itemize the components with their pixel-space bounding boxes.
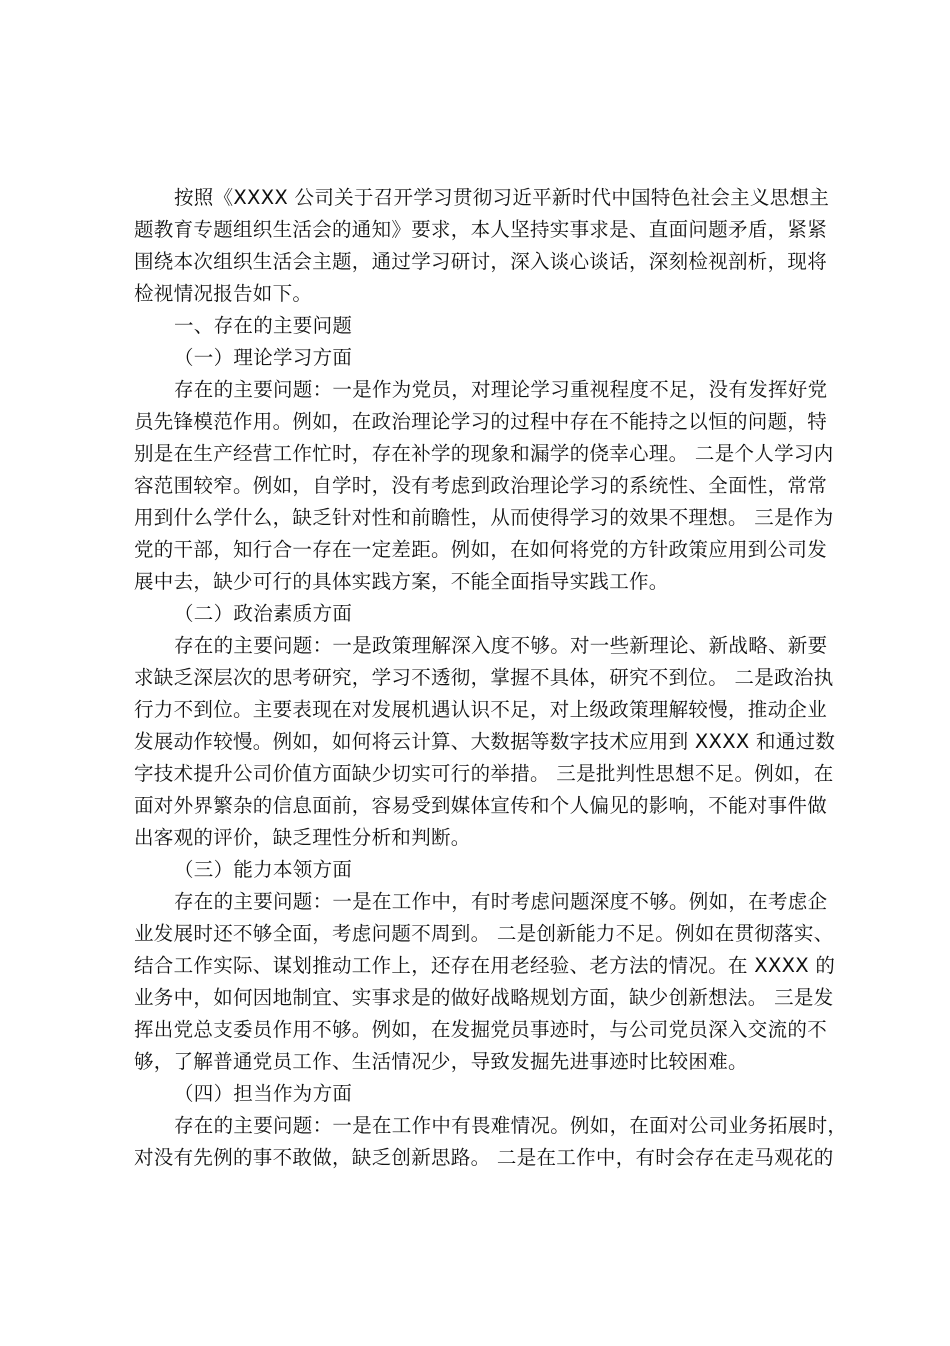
text-line: 党的干部，知行合一存在一定差距。例如，在如何将党的方针政策应用到公司发 xyxy=(134,538,828,561)
text-line: 展中去，缺少可行的具体实践方案，不能全面指导实践工作。 xyxy=(134,570,669,593)
text-line: 业发展时还不够全面，考虑问题不周到。 二是创新能力不足。例如在贯彻落实、 xyxy=(134,922,834,945)
text-line: 检视情况报告如下。 xyxy=(134,282,313,305)
text-line: （三）能力本领方面 xyxy=(174,858,353,881)
text-line: 员先锋模范作用。例如，在政治理论学习的过程中存在不能持之以恒的问题，特 xyxy=(134,410,828,433)
text-line: 存在的主要问题：一是在工作中有畏难情况。例如，在面对公司业务拓展时， xyxy=(174,1114,848,1137)
text-line: 容范围较窄。例如，自学时，没有考虑到政治理论学习的系统性、全面性，常常 xyxy=(134,474,828,497)
text-line: （四）担当作为方面 xyxy=(174,1082,353,1105)
text-line: 出客观的评价，缺乏理性分析和判断。 xyxy=(134,826,471,849)
text-line: 挥出党总支委员作用不够。例如，在发掘党员事迹时，与公司党员深入交流的不 xyxy=(134,1018,828,1041)
text-line: （二）政治素质方面 xyxy=(174,602,353,625)
text-line: 围绕本次组织生活会主题，通过学习研讨，深入谈心谈话，深刻检视剖析，现将 xyxy=(134,250,828,273)
text-line: （一）理论学习方面 xyxy=(174,346,353,369)
text-line: 存在的主要问题：一是政策理解深入度不够。对一些新理论、新战略、新要 xyxy=(174,634,828,657)
text-line: 题教育专题组织生活会的通知》要求，本人坚持实事求是、直面问题矛盾，紧紧 xyxy=(134,218,828,241)
text-line: 一、存在的主要问题 xyxy=(174,314,353,337)
text-line: 字技术提升公司价值方面缺少切实可行的举措。 三是批判性思想不足。例如，在 xyxy=(134,762,834,785)
document-body xyxy=(134,182,848,1174)
text-line: 存在的主要问题：一是作为党员，对理论学习重视程度不足，没有发挥好党 xyxy=(174,378,828,401)
text-line: 面对外界繁杂的信息面前，容易受到媒体宣传和个人偏见的影响，不能对事件做 xyxy=(134,794,828,817)
text-line: 用到什么学什么，缺乏针对性和前瞻性，从而使得学习的效果不理想。 三是作为 xyxy=(134,506,834,529)
text-line: 存在的主要问题：一是在工作中，有时考虑问题深度不够。例如，在考虑企 xyxy=(174,890,828,913)
text-line: 发展动作较慢。例如，如何将云计算、大数据等数字技术应用到 XXXX 和通过数 xyxy=(134,730,836,753)
text-line: 够，了解普通党员工作、生活情况少，导致发掘先进事迹时比较困难。 xyxy=(134,1050,748,1073)
text-line: 别是在生产经营工作忙时，存在补学的现象和漏学的侥幸心理。 二是个人学习内 xyxy=(134,442,834,465)
text-line: 对没有先例的事不敢做，缺乏创新思路。 二是在工作中，有时会存在走马观花的 xyxy=(134,1146,834,1169)
text-line: 按照《XXXX 公司关于召开学习贯彻习近平新时代中国特色社会主义思想主 xyxy=(174,186,830,209)
text-line: 业务中，如何因地制宜、实事求是的做好战略规划方面，缺少创新想法。 三是发 xyxy=(134,986,834,1009)
text-line: 结合工作实际、谋划推动工作上，还存在用老经验、老方法的情况。在 XXXX 的 xyxy=(134,954,836,977)
text-line: 求缺乏深层次的思考研究，学习不透彻，掌握不具体，研究不到位。 二是政治执 xyxy=(134,666,834,689)
text-line: 行力不到位。主要表现在对发展机遇认识不足，对上级政策理解较慢，推动企业 xyxy=(134,698,828,721)
